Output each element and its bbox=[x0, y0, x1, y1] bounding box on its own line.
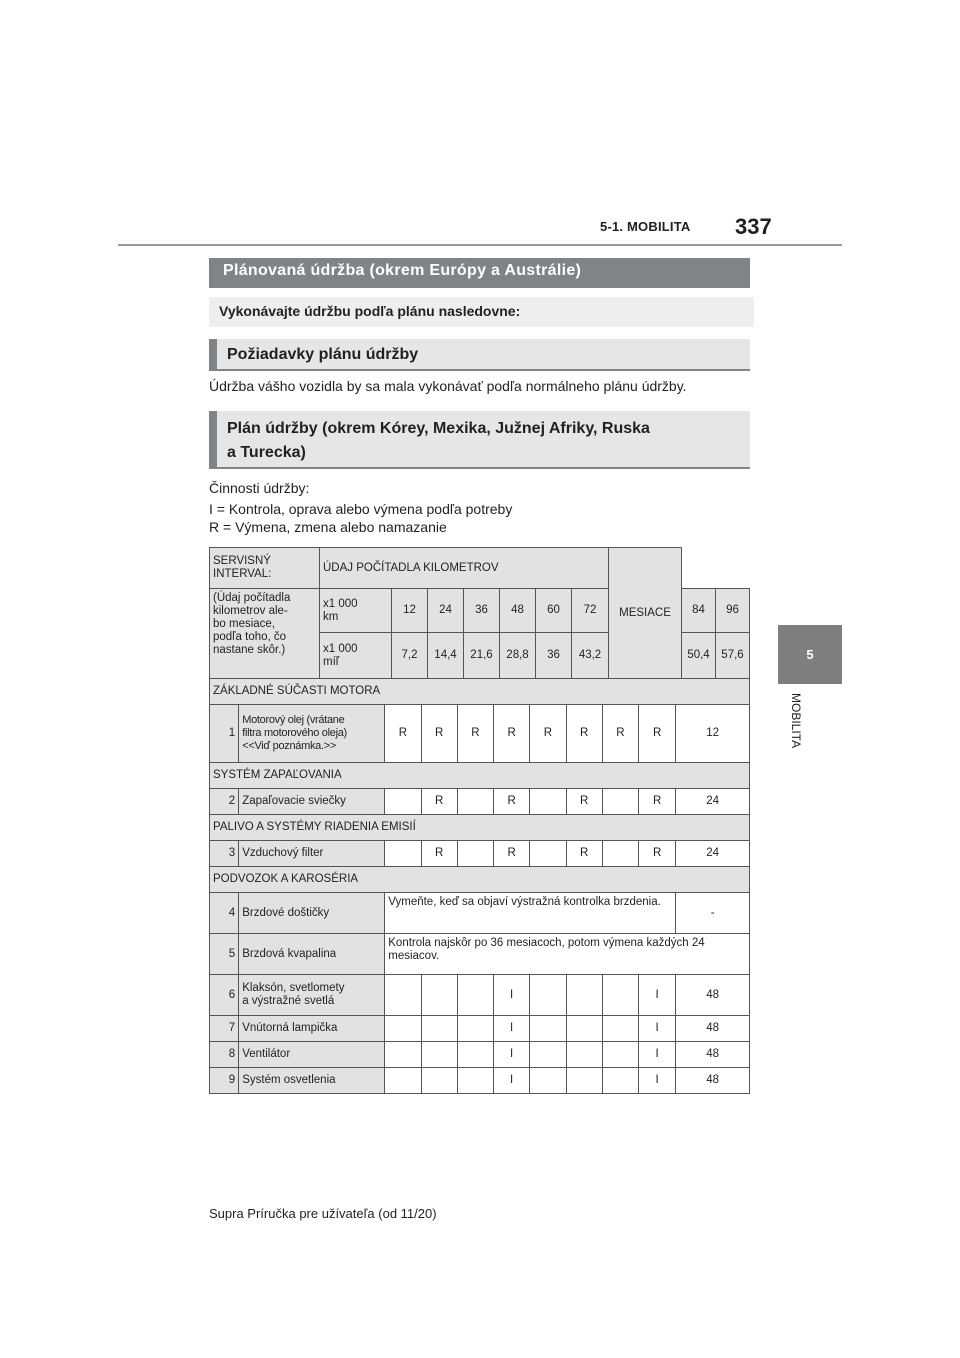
row-cell bbox=[530, 841, 566, 867]
row-item-name: Vnútorná lampička bbox=[239, 1016, 385, 1042]
maintenance-table bbox=[209, 547, 750, 679]
row-cell: R bbox=[530, 705, 566, 763]
operations-legend-i: I = Kontrola, oprava alebo výmena podľa potreby bbox=[209, 501, 513, 517]
row-cell bbox=[530, 1068, 566, 1094]
row-cell bbox=[421, 1042, 457, 1068]
km-value: 84 bbox=[682, 589, 716, 633]
row-cell bbox=[602, 1016, 638, 1042]
maintenance-table-body bbox=[209, 678, 750, 1094]
km-value: 24 bbox=[428, 589, 464, 633]
mi-value: 21,6 bbox=[464, 633, 500, 679]
operations-title: Činnosti údržby: bbox=[209, 480, 310, 496]
mi-value: 14,4 bbox=[428, 633, 464, 679]
row-cell: I bbox=[639, 1042, 676, 1068]
mi-value: 57,6 bbox=[716, 633, 750, 679]
main-heading: Plánovaná údržba (okrem Európy a Austrálie) bbox=[209, 258, 750, 288]
table-header-row bbox=[210, 548, 750, 589]
mi-value: 7,2 bbox=[392, 633, 428, 679]
row-cell bbox=[566, 1042, 602, 1068]
row-cell: I bbox=[639, 1016, 676, 1042]
row-months: 48 bbox=[676, 1016, 750, 1042]
row-item-name: Ventilátor bbox=[239, 1042, 385, 1068]
row-item-name-line: a výstražné svetlá bbox=[242, 995, 335, 1007]
row-cell bbox=[602, 1042, 638, 1068]
row-number: 7 bbox=[210, 1016, 239, 1042]
row-cell: R bbox=[566, 841, 602, 867]
km-value: 48 bbox=[500, 589, 536, 633]
row-cell bbox=[385, 1068, 421, 1094]
odometer-note-line: kilometrov ale- bbox=[213, 605, 288, 617]
row-cell: R bbox=[385, 705, 421, 763]
months-header: MESIACE bbox=[609, 548, 682, 679]
row-cell: I bbox=[494, 1042, 530, 1068]
km-value: 96 bbox=[716, 589, 750, 633]
row-months: 12 bbox=[676, 705, 750, 763]
row-cell: I bbox=[494, 975, 530, 1016]
table-row bbox=[210, 705, 750, 763]
sub-heading-schedule bbox=[209, 411, 750, 469]
row-number: 5 bbox=[210, 934, 239, 975]
section-row bbox=[210, 679, 750, 705]
section-row bbox=[210, 867, 750, 893]
lead-text: Vykonávajte údržbu podľa plánu nasledovne: bbox=[209, 297, 754, 327]
row-cell: R bbox=[639, 789, 676, 815]
row-months: 24 bbox=[676, 789, 750, 815]
row-item-name bbox=[239, 705, 385, 763]
row-cell: R bbox=[457, 705, 493, 763]
paragraph-intro: Údržba vášho vozidla by sa mala vykonávať podľa normálneho plánu údržby. bbox=[209, 378, 687, 394]
row-cell: R bbox=[639, 841, 676, 867]
row-cell bbox=[566, 1016, 602, 1042]
row-cell: I bbox=[494, 1016, 530, 1042]
chapter-tab[interactable] bbox=[778, 625, 842, 684]
table-row bbox=[210, 841, 750, 867]
km-value: 72 bbox=[572, 589, 609, 633]
km-value: 60 bbox=[536, 589, 572, 633]
km-value: 12 bbox=[392, 589, 428, 633]
row-note: Vymeňte, keď sa objaví výstražná kontrolka brzdenia. bbox=[385, 893, 676, 934]
row-cell bbox=[457, 841, 493, 867]
table-row bbox=[210, 975, 750, 1016]
row-cell bbox=[530, 1016, 566, 1042]
row-cell bbox=[457, 1042, 493, 1068]
chapter-label: MOBILITA bbox=[789, 693, 803, 749]
service-interval-line2: INTERVAL: bbox=[213, 568, 272, 580]
row-cell: R bbox=[421, 841, 457, 867]
row-cell bbox=[602, 841, 638, 867]
row-item-name-line: <<Viď poznámka.>> bbox=[242, 740, 337, 752]
row-number: 6 bbox=[210, 975, 239, 1016]
mi-unit bbox=[320, 633, 392, 679]
sub-heading-schedule-line2: a Turecka) bbox=[227, 444, 306, 461]
row-cell: I bbox=[639, 1068, 676, 1094]
service-interval-header bbox=[210, 548, 320, 589]
row-months: 24 bbox=[676, 841, 750, 867]
row-cell: R bbox=[566, 789, 602, 815]
km-value: 36 bbox=[464, 589, 500, 633]
row-cell bbox=[385, 841, 421, 867]
mi-value: 28,8 bbox=[500, 633, 536, 679]
row-cell: I bbox=[494, 1068, 530, 1094]
row-months: 48 bbox=[676, 975, 750, 1016]
row-item-name: Vzduchový filter bbox=[239, 841, 385, 867]
km-unit bbox=[320, 589, 392, 633]
row-cell bbox=[421, 1016, 457, 1042]
odometer-header: ÚDAJ POČÍTADLA KILOMETROV bbox=[320, 548, 609, 589]
row-cell bbox=[385, 1016, 421, 1042]
mi-value: 50,4 bbox=[682, 633, 716, 679]
sub-heading-schedule-line1: Plán údržby (okrem Kórey, Mexika, Južnej Afriky, Ruska bbox=[227, 420, 650, 437]
row-cell bbox=[385, 975, 421, 1016]
section-row bbox=[210, 815, 750, 841]
row-cell bbox=[566, 1068, 602, 1094]
row-item-name bbox=[239, 975, 385, 1016]
row-cell bbox=[457, 789, 493, 815]
row-cell bbox=[421, 975, 457, 1016]
section-chassis: PODVOZOK A KAROSÉRIA bbox=[210, 867, 750, 893]
operations-legend-r: R = Výmena, zmena alebo namazanie bbox=[209, 519, 447, 535]
row-note: Kontrola najskôr po 36 mesiacoch, potom výmena každých 24 mesiacov. bbox=[385, 934, 750, 975]
row-item-name: Brzdová kvapalina bbox=[239, 934, 385, 975]
section-title: 5-1. MOBILITA bbox=[600, 219, 691, 234]
row-cell bbox=[457, 975, 493, 1016]
row-cell bbox=[530, 975, 566, 1016]
odometer-note-line: nastane skôr.) bbox=[213, 644, 286, 656]
odometer-note-line: bo mesiace, bbox=[213, 618, 276, 630]
row-cell: R bbox=[566, 705, 602, 763]
section-ignition: SYSTÉM ZAPAĽOVANIA bbox=[210, 763, 750, 789]
row-number: 2 bbox=[210, 789, 239, 815]
table-row bbox=[210, 1042, 750, 1068]
mi-value: 43,2 bbox=[572, 633, 609, 679]
row-months: - bbox=[676, 893, 750, 934]
mi-unit-line1: x1 000 bbox=[323, 642, 358, 655]
row-cell: R bbox=[494, 789, 530, 815]
odometer-note bbox=[210, 589, 320, 679]
table-row bbox=[210, 1016, 750, 1042]
row-cell: R bbox=[494, 841, 530, 867]
km-unit-line1: x1 000 bbox=[323, 597, 358, 610]
row-months: 48 bbox=[676, 1042, 750, 1068]
row-cell bbox=[457, 1016, 493, 1042]
mi-value: 36 bbox=[536, 633, 572, 679]
table-row bbox=[210, 789, 750, 815]
row-number: 8 bbox=[210, 1042, 239, 1068]
section-fuel: PALIVO A SYSTÉMY RIADENIA EMISIÍ bbox=[210, 815, 750, 841]
row-item-name: Systém osvetlenia bbox=[239, 1068, 385, 1094]
row-item-name: Brzdové doštičky bbox=[239, 893, 385, 934]
row-cell: R bbox=[421, 705, 457, 763]
row-months: 48 bbox=[676, 1068, 750, 1094]
row-item-name-line: filtra motorového oleja) bbox=[242, 727, 347, 739]
row-cell: R bbox=[494, 705, 530, 763]
footer-text: Supra Príručka pre užívateľa (od 11/20) bbox=[209, 1206, 437, 1221]
row-cell bbox=[602, 975, 638, 1016]
mi-unit-line2: míľ bbox=[323, 655, 340, 668]
page-number: 337 bbox=[735, 214, 772, 239]
odometer-note-line: podľa toho, čo bbox=[213, 631, 287, 643]
row-cell bbox=[457, 1068, 493, 1094]
row-cell: R bbox=[639, 705, 676, 763]
row-number: 9 bbox=[210, 1068, 239, 1094]
row-number: 4 bbox=[210, 893, 239, 934]
row-cell bbox=[530, 789, 566, 815]
header-rule bbox=[118, 244, 842, 246]
table-row bbox=[210, 893, 750, 934]
table-row bbox=[210, 934, 750, 975]
row-cell: I bbox=[639, 975, 676, 1016]
row-item-name-line: Motorový olej (vrátane bbox=[242, 714, 345, 726]
row-cell bbox=[385, 1042, 421, 1068]
row-cell bbox=[421, 1068, 457, 1094]
odometer-note-line: (Údaj počítadla bbox=[213, 592, 291, 604]
row-cell bbox=[566, 975, 602, 1016]
row-cell bbox=[602, 1068, 638, 1094]
row-cell bbox=[602, 789, 638, 815]
service-interval-line1: SERVISNÝ bbox=[213, 555, 271, 567]
row-number: 3 bbox=[210, 841, 239, 867]
row-cell: R bbox=[421, 789, 457, 815]
row-cell bbox=[385, 789, 421, 815]
table-row bbox=[210, 1068, 750, 1094]
row-cell: R bbox=[602, 705, 638, 763]
row-item-name: Zapaľovacie sviečky bbox=[239, 789, 385, 815]
section-row bbox=[210, 763, 750, 789]
sub-heading-requirements: Požiadavky plánu údržby bbox=[209, 339, 750, 371]
row-item-name-line: Klaksón, svetlomety bbox=[242, 982, 345, 994]
km-unit-line2: km bbox=[323, 610, 339, 623]
row-cell bbox=[530, 1042, 566, 1068]
row-number: 1 bbox=[210, 705, 239, 763]
section-engine: ZÁKLADNÉ SÚČASTI MOTORA bbox=[210, 679, 750, 705]
chapter-number: 5 bbox=[806, 647, 814, 662]
